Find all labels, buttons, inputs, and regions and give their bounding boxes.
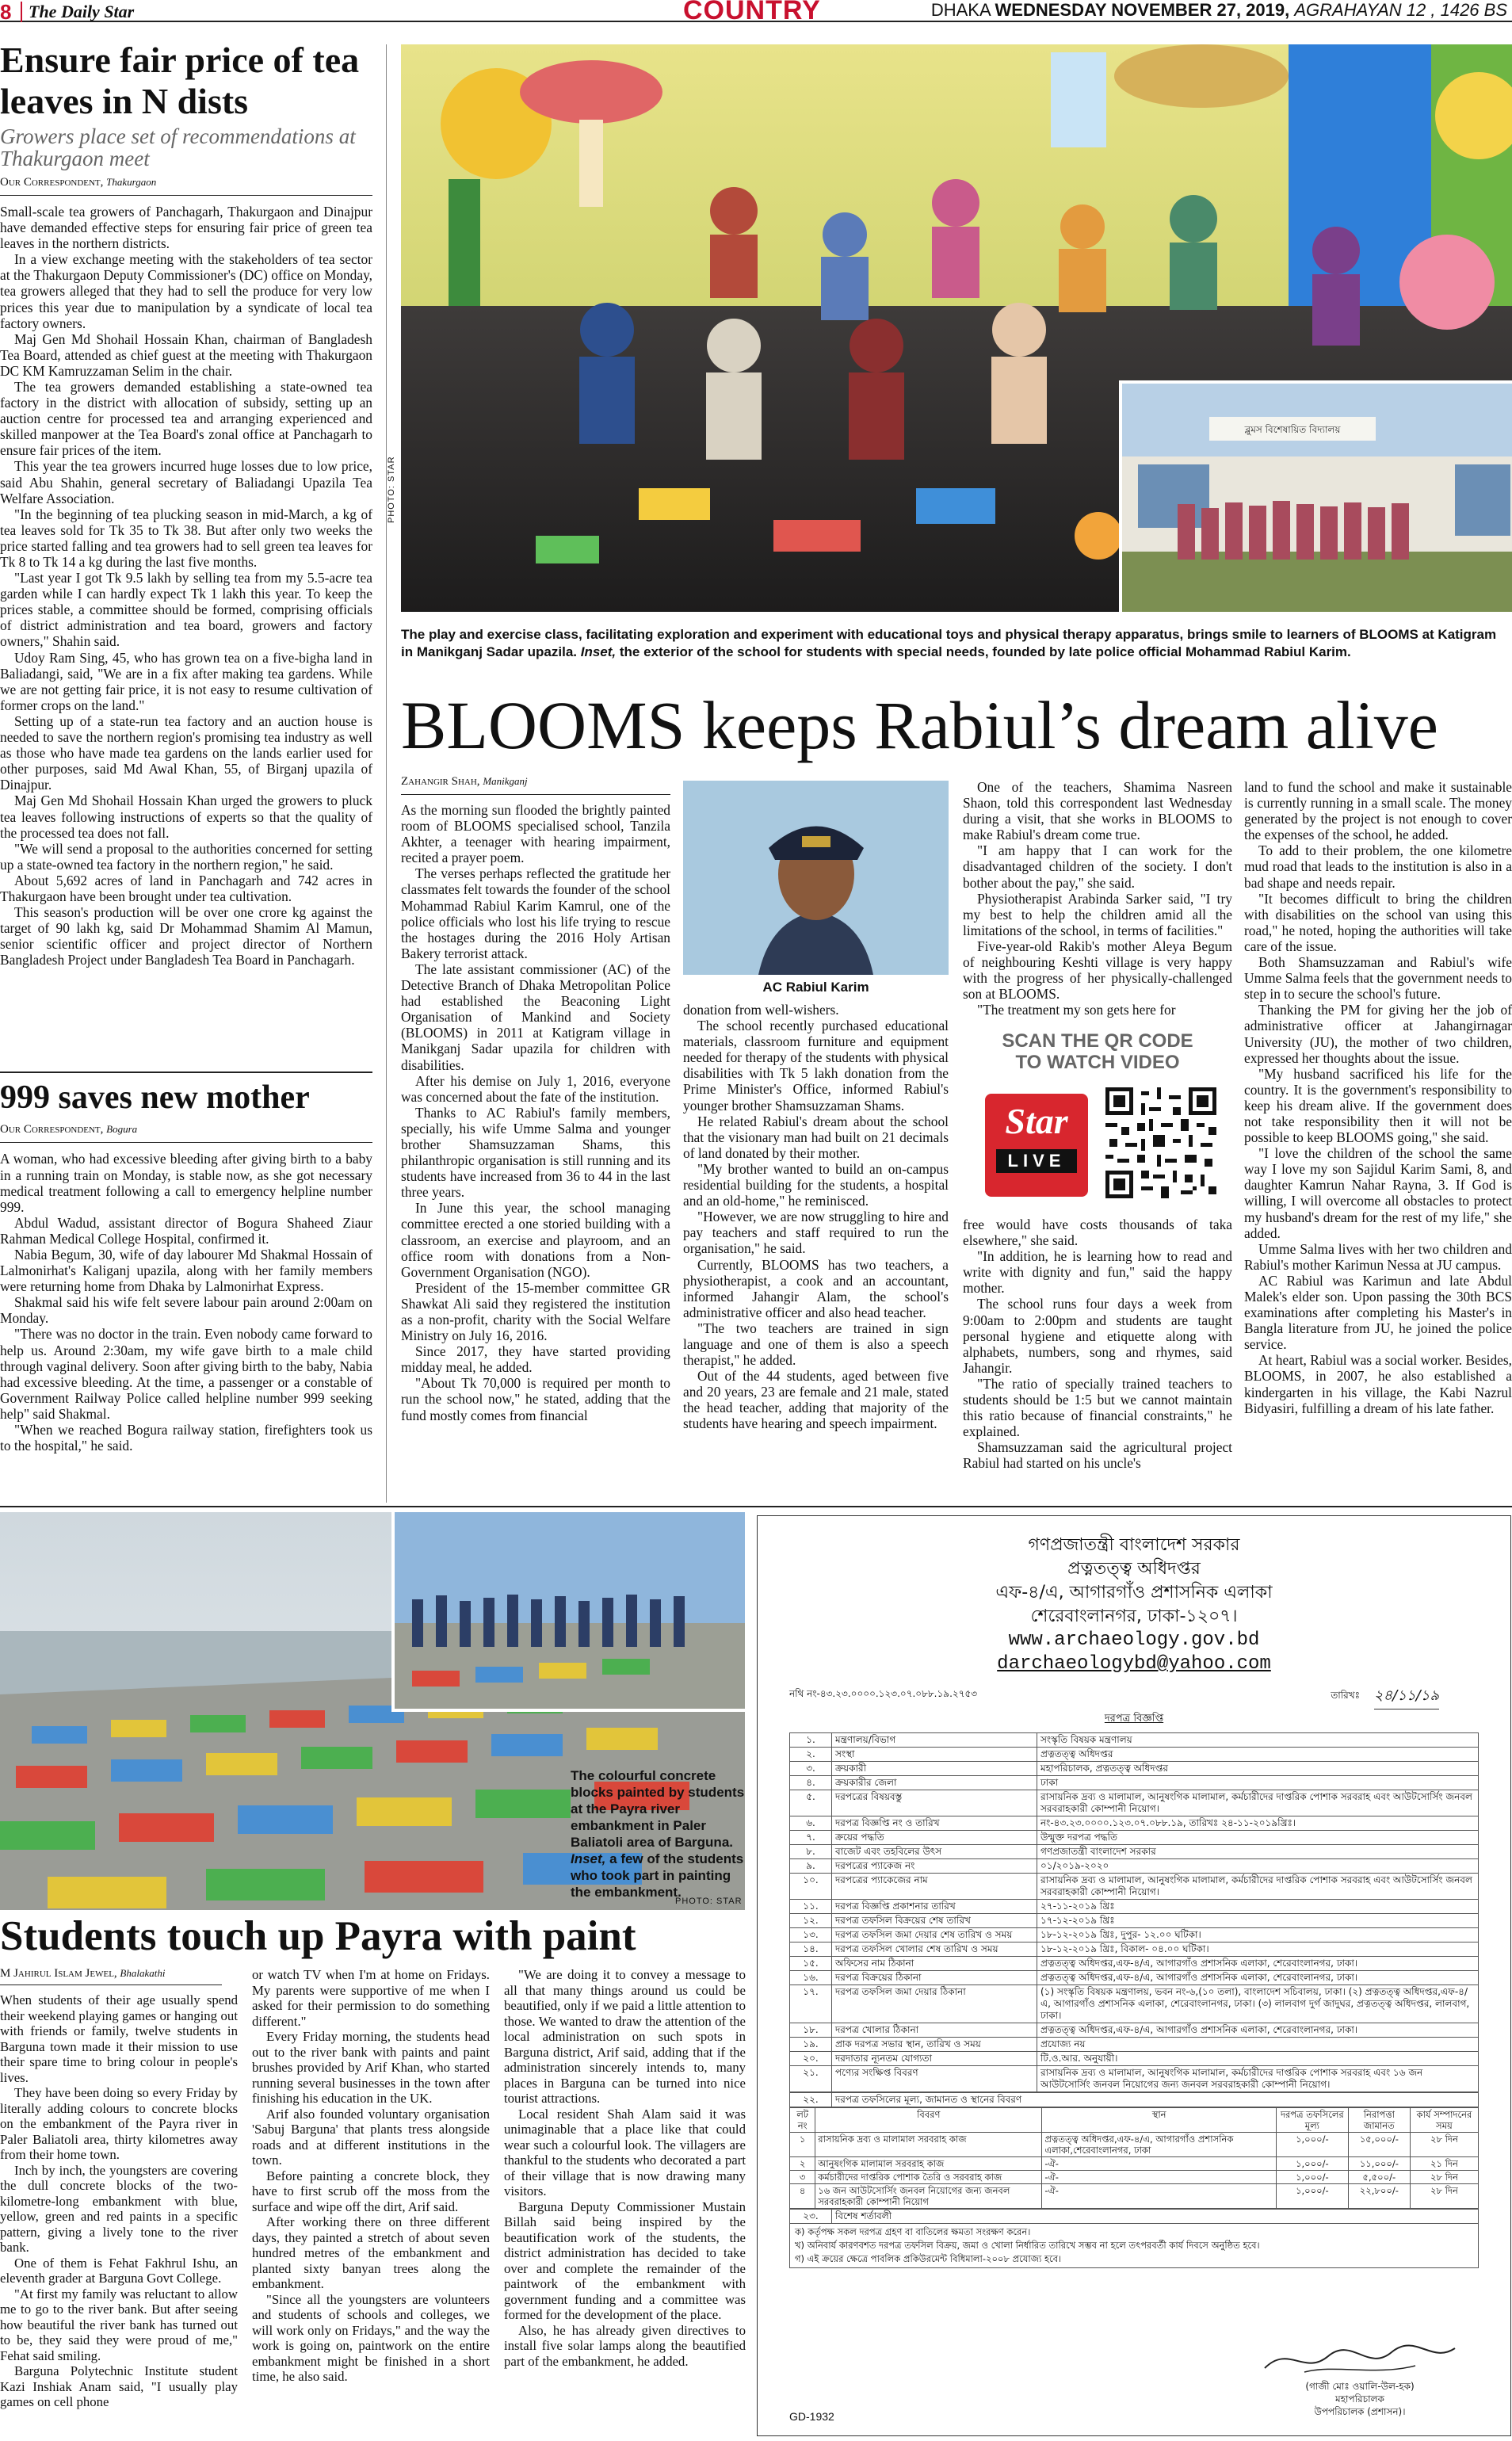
article-paragraph: Arif also founded voluntary organisation 'Sabuj Barguna' that plants tress alongside roads and at different institutions in the town. [252, 2106, 490, 2168]
notice-table-cell: রাসায়নিক দ্রব্য ও মালামাল, আনুষংগিক মালামাল, কর্মচারীদের দাপ্তরিক পোশাক সরবরাহ এবং ১৬ জন আউটসোর্সিং জনবল নিয়োগের জন্য জনবল সরবরাহকারী কোম্পানী নিয়োগ। [1037, 2066, 1479, 2092]
notice-table-cell: পণ্যের সংক্ষিপ্ত বিবরণ [832, 2066, 1037, 2092]
payra-caption-inset-text: a few of the students who took part in painting the embankment. [571, 1851, 744, 1900]
article-paragraph: "We will send a proposal to the authorities concerned for setting up a state-owned tea factory in the northern region," he said. [0, 840, 372, 873]
article-paragraph: Also, he has already given directives to install five solar lamps along the beautified part of the embankment, he added. [504, 2322, 746, 2369]
article-paragraph: "The treatment my son gets here for [977, 1002, 1176, 1018]
article-paragraph: Since 2017, they have started providing midday meal, he added. [401, 1343, 670, 1376]
notice-table-cell: ১৫. [790, 1957, 832, 1971]
article-paragraph: Thanks to AC Rabiul's family members, specially, his wife Umme Salma and younger brother Shamsuzzaman Shams, this philanthropic organisation is still running and its students have increased from 36 to 44 in the last three years. [401, 1104, 670, 1201]
notice-conditions [789, 2224, 1479, 2268]
notice-table-cell: ৪. [790, 1776, 832, 1790]
tea-byline-rule [0, 195, 372, 196]
notice-condition: খ) অনিবার্য কারণবশত দরপত্র তফসিল বিক্রয়, জমা ও খোলা নির্ধারিত তারিখে সম্ভব না হলে তৎপরবর্তী কার্য দিবসে অনুষ্ঠিত হবে। [795, 2240, 1260, 2251]
notice-fee-table [789, 2107, 1479, 2209]
notice-table-cell: ১৩. [790, 1928, 832, 1942]
fee-table-cell: ১,০০০/- [1276, 2133, 1348, 2157]
notice-table-cell: দরপত্র তফসিল খোলার শেষ তারিখ ও সময় [832, 1942, 1037, 1957]
fee-table-cell: ৪ [790, 2184, 815, 2209]
tea-end-rule [0, 1072, 372, 1073]
article-paragraph: When students of their age usually spend their weekend playing games or hanging out with friends or family, twelve students in Barguna town made it their mission to use their spare time to bring colour in people's lives. [0, 1992, 238, 2085]
notice-table-cell: ১৭-১২-২০১৯ খ্রিঃ [1037, 1914, 1479, 1928]
dateline-city: DHAKA [930, 0, 991, 20]
notice-date-label: তারিখঃ [1331, 1690, 1360, 1701]
blooms-col2 [683, 1002, 949, 1432]
blooms-caption-inset-text: the exterior of the school for students with special needs, founded by late police official Mohammad Rabiul Karim. [619, 644, 1351, 659]
blooms-photo-caption [401, 626, 1506, 661]
notice-table-wrap [789, 1732, 1479, 2268]
article-paragraph: Five-year-old Rakib's mother Aleya Begum of neighbouring Keshti village is very happy with the progress of her physically-challenged son at BLOOMS. [963, 938, 1232, 1003]
notice-table-cell: ২৭-১১-২০১৯ খ্রিঃ [1037, 1900, 1479, 1914]
notice-table-cell: অফিসের নাম ঠিকানা [832, 1957, 1037, 1971]
article-paragraph: After his demise on July 1, 2016, everyone was concerned about the fate of the institution. [401, 1072, 670, 1105]
notice-table-cell: দরপত্র তফসিল জমা দেয়ার শেষ তারিখ ও সময় [832, 1928, 1037, 1942]
article-paragraph: Shakmal said his wife felt severe labour pain around 2:00am on Monday. [0, 1294, 372, 1327]
notice-table-cell: সংস্থা [832, 1748, 1037, 1762]
notice-table-cell: দরপত্র তফসিল বিক্রয়ের শেষ তারিখ [832, 1914, 1037, 1928]
article-paragraph: President of the 15-member committee GR Shawkat Ali said they registered the institution as a non-profit, charity with the Social Welfare Ministry on July 16, 2016. [401, 1279, 670, 1344]
notice-address2: শেরেবাংলানগর, ঢাকা-১২০৭। [1030, 1606, 1238, 1626]
fee-table-cell: ৩ [790, 2171, 815, 2184]
notice-table-cell: টি.ও.আর. অনুযায়ী। [1037, 2052, 1479, 2066]
article-paragraph: "Since all the youngsters are volunteers and students of schools and colleges, we will work only on Fridays," and the way the work is going on, paintwork on the entire embankment might be finished in a short time, he also said. [252, 2291, 490, 2384]
notice-header [758, 1534, 1510, 1676]
article-paragraph: Barguna Polytechnic Institute student Kazi Inshiak Anam said, "I usually play games on cell phone [0, 2363, 238, 2409]
article-paragraph: "The ratio of specially trained teachers to students should be 1:5 but we cannot maintain this ratio because of financial constraints," he explained. [963, 1375, 1232, 1440]
inset-school-photo [1119, 380, 1512, 612]
notice-row23-label: বিশেষ শর্তাবলী [832, 2210, 1479, 2224]
article-paragraph: "The two teachers are trained in sign language and one of them is also a speech therapist," he added. [683, 1320, 949, 1369]
notice-table-cell: প্রাক দরপত্র সভার স্থান, তারিখ ও সময় [832, 2038, 1037, 2052]
mother-byline-rule [0, 1142, 372, 1143]
notice-table-cell: প্রযোজ্য নয় [1037, 2038, 1479, 2052]
notice-table-cell: ৫. [790, 1790, 832, 1816]
notice-table-cell: ঢাকা [1037, 1776, 1479, 1790]
blooms-col3 [963, 779, 1232, 1018]
notice-row22-label: দরপত্র তফসিলের মূল্য, জামানত ও স্থানের বিবরণ [832, 2093, 1479, 2107]
notice-signatory [1257, 2380, 1463, 2418]
article-paragraph: This year the tea growers incurred huge losses due to low price, said Abu Shahin, general secretary of Baliadangi Upazila Tea Welfare Association. [0, 458, 372, 506]
blooms-col3b [963, 1217, 1232, 1472]
notice-table-row [790, 1790, 1479, 1816]
notice-table-row [790, 1957, 1479, 1971]
article-paragraph: In a view exchange meeting with the stakeholders of tea sector at the Thakurgaon Deputy Commissioner's (DC) office on Monday, tea growers alleged that they had to sell the produce for very low prices this year due to manipulation by a syndicate of local tea factory owners. [0, 251, 372, 331]
notice-table-row [790, 1733, 1479, 1748]
payra-byline-name: M Jahirul Islam Jewel, [0, 1967, 117, 1980]
notice-row23-num: ২৩. [790, 2210, 832, 2224]
article-paragraph: In June this year, the school managing committee erected a one storied building with a classroom, an exercise and playroom, and an office room with donations from a Non-Government Organisation (NGO). [401, 1200, 670, 1280]
article-paragraph: "Last year I got Tk 9.5 lakh by selling tea from my 5.5-acre tea garden while I can hardly expect Tk 1 lakh this year. To keep the prices stable, a committee should be formed, comprising officials of district administration and tea board, growers and factory owners," Shahin said. [0, 570, 372, 650]
article-paragraph: Barguna Deputy Commissioner Mustain Billah said being inspired by the beautification work of the students, the district administration has decided to take over and complete the remainder of the paintwork of the embankment with government funding and a committee was formed for the development of the place. [504, 2198, 746, 2322]
article-paragraph: Every Friday morning, the students head out to the river bank with paints and paint brushes provided by Arif Khan, who started running several businesses in the town after finishing his education in the UK. [252, 2029, 490, 2106]
payra-col2 [252, 1967, 490, 2385]
article-paragraph: Umme Salma lives with her two children and Rabiul's mother Karimun Nessa at JU campus. [1244, 1240, 1512, 1273]
notice-table-cell: রাসায়নিক দ্রব্য ও মালামাল, আনুষংগিক মালামাল, কর্মচারীদের দাপ্তরিক পোশাক সরবরাহ এবং আউটসোর্সিং জনবল সরবরাহকারী কোম্পানী নিয়োগ। [1037, 1790, 1479, 1816]
fee-table-cell: ১ [790, 2133, 815, 2157]
blooms-byline-place: Manikganj [483, 775, 528, 787]
article-paragraph: As the morning sun flooded the brightly painted room of BLOOMS specialised school, Tanzila Akhter, a teenager with hearing impairment, recited a prayer poem. [401, 802, 670, 866]
notice-table-cell: ক্রয়ের পদ্ধতি [832, 1831, 1037, 1845]
article-paragraph: "In the beginning of tea plucking season in mid-March, a kg of tea leaves sold for Tk 35 to Tk 38. But after only two weeks the price started falling and tea growers had to sell green tea leaves for Tk 8 to Tk 14 a kg during the last five months. [0, 506, 372, 570]
article-paragraph: "My brother wanted to build an on-campus residential building for the students, a hospital and an old-home," he reminisced. [683, 1160, 949, 1209]
blooms-col4 [1244, 779, 1512, 1416]
fee-table-cell: ১,০০০/- [1276, 2157, 1348, 2171]
notice-table-cell: ১০. [790, 1874, 832, 1900]
blooms-headline[interactable]: BLOOMS keeps Rabiul’s dream alive [401, 687, 1438, 763]
article-paragraph: The tea growers demanded establishing a state-owned tea factory in the district with allocation of subsidy, setting up an auction centre for processed tea and arranging experienced and skilled manpower at the Tea Board's zonal office at Panchagarh to ensure fair prices of the item. [0, 378, 372, 459]
tea-body [0, 204, 372, 968]
fee-table-row [790, 2133, 1479, 2157]
article-paragraph: Abdul Wadud, assistant director of Bogura Shaheed Ziaur Rahman Medical College Hospital, confirmed it. [0, 1214, 372, 1247]
article-paragraph: Before painting a concrete block, they have to first scrub off the moss from the surface and wipe off the dirt, Arif said. [252, 2168, 490, 2214]
live-logo-text: LIVE [996, 1149, 1077, 1173]
tea-headline[interactable]: Ensure fair price of tea leaves in N dists [0, 40, 360, 121]
fee-table-row [790, 2184, 1479, 2209]
page-number: 8 [0, 0, 12, 24]
fee-table-cell: ২১ দিন [1410, 2157, 1478, 2171]
article-paragraph: The school runs four days a week from 9:00am to 2:00pm and students are taught personal hygiene and etiquette along with alphabets, numbers, song and rhymes, said Jahangir. [963, 1296, 1232, 1376]
article-paragraph: Physiotherapist Arabinda Sarker said, "I try my best to help the children amid all the limitations of the school, in terms of facilities." [963, 890, 1232, 938]
notice-memo-row [789, 1684, 1479, 1711]
fee-table-header-cell: নিরাপত্তা জামানত [1348, 2108, 1410, 2133]
notice-row22 [789, 2092, 1479, 2107]
notice-table [789, 1732, 1479, 2092]
mother-story [0, 1079, 372, 1454]
article-paragraph: land to fund the school and make it sustainable is currently running in a small scale. The money generated by the project is not enough to cover the expenses of the school, he added. [1244, 779, 1512, 843]
article-paragraph: The school recently purchased educational materials, classroom furniture and equipment needed for therapy of the students with physical disabilities with Tk 5 lakh donation from the Prime Minister's Office, informed Rabiul's younger brother Shamsuzzaman Shams. [683, 1018, 949, 1114]
notice-table-cell: দরপত্র তফসিল জমা দেয়ার ঠিকানা [832, 1985, 1037, 2023]
article-paragraph: At heart, Rabiul was a social worker. Besides, BLOOMS, in 2007, he also established a kindergarten in his village, the Kabi Nazrul Bidyasiri, fulfilling a dream of his late father. [1244, 1352, 1512, 1416]
fee-table-cell: -ঐ- [1042, 2171, 1277, 2184]
fee-table-cell: ২৮ দিন [1410, 2133, 1478, 2157]
notice-table-row [790, 1985, 1479, 2023]
notice-table-cell: সংস্কৃতি বিষয়ক মন্ত্রণালয় [1037, 1733, 1479, 1748]
article-paragraph: One of them is Fehat Fakhrul Ishu, an eleventh grader at Barguna Govt College. [0, 2255, 238, 2286]
notice-table-cell: প্রত্নতত্ত্ব অধিদপ্তর [1037, 1748, 1479, 1762]
notice-table-cell: প্রত্নতত্ত্ব অধিদপ্তর,এফ-৪/এ, আগারগাঁও প্রশাসনিক এলাকা, শেরেবাংলানগর, ঢাকা। [1037, 1957, 1479, 1971]
notice-address1: এফ-৪/এ, আগারগাঁও প্রশাসনিক এলাকা [995, 1583, 1273, 1603]
notice-table-cell: দরপত্র বিক্রয়ের ঠিকানা [832, 1971, 1037, 1985]
article-paragraph: Udoy Ram Sing, 45, who has grown tea on a five-bigha land in Baliadangi, said, "We are in a fix after making tea gardens. While we are not getting fair price, it is not easy to resume cultivation of former crops on the land." [0, 649, 372, 713]
notice-ad-code: GD-1932 [789, 2410, 834, 2423]
notice-dept: প্রত্নতত্ত্ব অধিদপ্তর [1067, 1559, 1201, 1579]
fee-table-row [790, 2157, 1479, 2171]
column-divider [386, 44, 387, 1503]
payra-col1 [0, 1992, 238, 2410]
tea-byline [0, 176, 372, 189]
notice-table-row [790, 1776, 1479, 1790]
article-paragraph: "It becomes difficult to bring the children with disabilities on the school van using this road," he noted, hoping the authorities will take care of the issue. [1244, 890, 1512, 954]
notice-table-cell: ১৮-১২-২০১৯ খ্রিঃ, দুপুর- ১২.০০ ঘটিকা। [1037, 1928, 1479, 1942]
signatory-name: (গাজী মোঃ ওয়ালি-উল-হক) [1305, 2381, 1415, 2392]
fee-table-header-cell: দরপত্র তফসিলের মূল্য [1276, 2108, 1348, 2133]
blooms-main-photo [401, 44, 1512, 612]
article-paragraph: "In addition, he is learning how to read and write with dignity and fun," said the happy mother. [963, 1248, 1232, 1297]
star-live-logo [985, 1094, 1088, 1197]
fee-table-header-cell: স্থান [1042, 2108, 1277, 2133]
fee-table-cell: -ঐ- [1042, 2157, 1277, 2171]
folio-bar [0, 0, 1512, 25]
qr-promo-text [963, 1030, 1232, 1073]
fee-table-cell: ১১,০০০/- [1348, 2157, 1410, 2171]
paper-name: The Daily Star [21, 2, 134, 22]
article-paragraph: Maj Gen Md Shohail Hossain Khan urged the growers to pluck tea leaves following instructions of experts so that the quality of the processed tea does not fall. [0, 793, 372, 841]
notice-table-cell: দরপত্রের বিষয়বস্তু [832, 1790, 1037, 1816]
notice-website-link[interactable]: www.archaeology.gov.bd [1008, 1629, 1260, 1651]
blooms-caption-inset-label: Inset, [580, 644, 617, 659]
notice-table-row [790, 2023, 1479, 2038]
notice-condition: ক) কর্তৃপক্ষ সকল দরপত্র গ্রহণ বা বাতিলের ক্ষমতা সংরক্ষণ করেন। [795, 2226, 1031, 2237]
portrait-caption: AC Rabiul Karim [762, 980, 869, 995]
inset-students-photo [391, 1512, 745, 1712]
fee-table-cell: ২৮ দিন [1410, 2171, 1478, 2184]
article-paragraph: After working there on three different days, they painted a stretch of about seven hundred metres of the embankment and planted sixty banyan trees along the embankment. [252, 2214, 490, 2291]
notice-table-row [790, 1748, 1479, 1762]
notice-table-cell: ১৪. [790, 1942, 832, 1957]
notice-table-cell: দরপত্র বিজ্ঞপ্তি প্রকাশনার তারিখ [832, 1900, 1037, 1914]
notice-table-cell: নং-৪৩.২৩.০০০০.১২৩.০৭.০৮৮.১৯, তারিখঃ ২৪-১১-২০১৯খ্রিঃ। [1037, 1816, 1479, 1831]
notice-table-cell: প্রত্নতত্ত্ব অধিদপ্তর,এফ-৪/এ, আগারগাঁও প্রশাসনিক এলাকা, শেরেবাংলানগর, ঢাকা। [1037, 1971, 1479, 1985]
notice-table-cell: দরপত্র খোলার ঠিকানা [832, 2023, 1037, 2038]
notice-table-cell: দরপত্রের প্যাকেজের নাম [832, 1874, 1037, 1900]
notice-table-cell: ০১/২০১৯-২০২০ [1037, 1859, 1479, 1874]
payra-caption-inset-label: Inset, [571, 1851, 606, 1866]
notice-table-row [790, 2066, 1479, 2092]
fee-table-header [790, 2108, 1479, 2133]
notice-table-row [790, 1859, 1479, 1874]
notice-table-cell: ১৮-১২-২০১৯ খ্রিঃ, বিকাল- ০৪.০০ ঘটিকা। [1037, 1942, 1479, 1957]
notice-table-cell: ২১. [790, 2066, 832, 2092]
fee-table-cell: প্রত্নতত্ত্ব অধিদপ্তর,এফ-৪/এ, আগারগাঁও প্রশাসনিক এলাকা,শেরেবাংলানগর, ঢাকা [1042, 2133, 1277, 2157]
notice-table-cell: ১৮. [790, 2023, 832, 2038]
notice-table-cell: প্রত্নতত্ত্ব অধিদপ্তর,এফ-৪/এ, আগারগাঁও প্রশাসনিক এলাকা, শেরেবাংলানগর, ঢাকা। [1037, 2023, 1479, 2038]
payra-byline-place: Bhalakathi [120, 1967, 166, 1979]
fee-table-header-cell: কার্য সম্পাদনের সময় [1410, 2108, 1478, 2133]
article-paragraph: "I love the children of the school the same way I love my son Sajidul Karim Sami, 8, and daughter Kamrun Nahar Rayna, 3. If God is willing, I will overcome all obstacles to protect my husband's dream for the rest of my life," she added. [1244, 1145, 1512, 1241]
notice-table-cell: ১৯. [790, 2038, 832, 2052]
tea-story [0, 40, 372, 968]
mother-byline-place: Bogura [106, 1123, 138, 1136]
fee-table-cell: ৫,৫০০/- [1348, 2171, 1410, 2184]
article-paragraph: or watch TV when I'm at home on Fridays. My parents were supportive of me when I asked for their permission to do something different." [252, 1967, 490, 2029]
article-paragraph: "My husband sacrificed his life for the country. It is the government's responsibility to keep his dream alive. If the government does not take responsibility then it will not be possible to keep BLOOMS going," she said. [1244, 1065, 1512, 1146]
fee-table-cell: -ঐ- [1042, 2184, 1277, 2209]
mother-headline[interactable]: 999 saves new mother [0, 1079, 310, 1116]
fee-table-header-cell: বিবরণ [815, 2108, 1042, 2133]
fee-table-cell: কর্মচারীদের দাপ্তরিক পোশাক তৈরি ও সরবরাহ কাজ [815, 2171, 1042, 2184]
qr-line2: TO WATCH VIDEO [1015, 1052, 1180, 1073]
article-paragraph: Inch by inch, the youngsters are covering the dull concrete blocks of the two-kilometre-long embankment with blue, yellow, green and red paints in a specific pattern, giving a lively tone to the river bank. [0, 2162, 238, 2255]
section-title: COUNTRY [683, 0, 821, 25]
article-paragraph: "About Tk 70,000 is required per month to run the school now," he stated, adding that the fund mostly comes from financial [401, 1375, 670, 1423]
classroom-photo-illustration [401, 44, 1512, 612]
notice-table-cell: দরপত্রের প্যাকেজ নং [832, 1859, 1037, 1874]
article-paragraph: "At first my family was reluctant to allow me to go to the river bank. But after seeing how beautiful the river bank has turned out to be, they said they were proud of me," Fehat said smiling. [0, 2286, 238, 2363]
payra-byline [0, 1967, 222, 1981]
notice-table-cell: ৩. [790, 1762, 832, 1776]
notice-table-cell: ৭. [790, 1831, 832, 1845]
article-paragraph: Out of the 44 students, aged between five and 20 years, 23 are female and 21 male, stated the head teacher, adding that majority of the students have hearing and speech impairment. [683, 1368, 949, 1432]
notice-table-cell: ১৭. [790, 1985, 832, 2023]
notice-table-cell: ১২. [790, 1914, 832, 1928]
article-paragraph: "When we reached Bogura railway station, firefighters took us to the hospital," he said. [0, 1422, 372, 1454]
fee-table-cell: ২ [790, 2157, 815, 2171]
fee-table-row [790, 2171, 1479, 2184]
dateline [931, 0, 1507, 21]
notice-table-cell: মন্ত্রণালয়/বিভাগ [832, 1733, 1037, 1748]
signatory-title1: মহাপরিচালক [1335, 2393, 1384, 2405]
notice-table-row [790, 1900, 1479, 1914]
notice-table-cell: ১৬. [790, 1971, 832, 1985]
notice-table-cell: দরপত্র বিজ্ঞপ্তি নং ও তারিখ [832, 1816, 1037, 1831]
portrait-photo [683, 781, 949, 975]
tender-notice-ad [757, 1515, 1511, 2436]
article-paragraph: He related Rabiul's dream about the school that the visionary man had built on 21 decimals of land donated by their mother. [683, 1113, 949, 1161]
mother-byline [0, 1123, 372, 1136]
article-paragraph: To add to their problem, the one kilometre mud road that leads to the institution is also in a bad shape and needs repair. [1244, 842, 1512, 891]
blooms-col1 [401, 802, 670, 1423]
tea-byline-place: Thakurgaon [106, 175, 157, 188]
notice-table-cell: ১১. [790, 1900, 832, 1914]
article-paragraph: Both Shamsuzzaman and Rabiul's wife Umme Salma feels that the government needs to step in to secure the school's future. [1244, 954, 1512, 1003]
notice-table-cell: ১. [790, 1733, 832, 1748]
article-paragraph: Setting up of a state-run tea factory and an auction house is needed to save the northern region's promising tea industry as well as those who have made tea gardens on the lands earlier used for other purposes, said Md Awal Khan, 55, of Birganj upazila of Dinajpur. [0, 712, 372, 793]
article-paragraph: The late assistant commissioner (AC) of the Detective Branch of Dhaka Metropolitan Police had established the Beaconing Light Organisation of Mankind and Society (BLOOMS) in 2011 at Katigram village in Manikganj Sadar upazila for children with disabilities. [401, 961, 670, 1073]
fee-table-cell: ২৮ দিন [1410, 2184, 1478, 2209]
notice-title: দরপত্র বিজ্ঞপ্তি [1104, 1713, 1164, 1725]
qr-line1: SCAN THE QR CODE [1002, 1030, 1193, 1052]
tea-byline-name: Our Correspondent, [0, 175, 104, 189]
blooms-byline [401, 775, 670, 789]
payra-photo-caption [571, 1767, 749, 1900]
blooms-byline-rule [401, 794, 670, 795]
notice-table-row [790, 1942, 1479, 1957]
notice-table-row [790, 1914, 1479, 1928]
article-paragraph: "There was no doctor in the train. Even nobody came forward to help us. Around 2:30am, my wife gave birth to a male child through vaginal delivery. Soon after giving birth to the baby, Nabia had excessive bleeding. At the time, a passenger or a constable of Government Railway Police called helpline number 999 seeking help" said Shakmal. [0, 1326, 372, 1422]
notice-table-cell: (১) সংস্কৃতি বিষয়ক মন্ত্রণালয়, ভবন নং-৬,(১০ তলা), বাংলাদেশ সচিবালয়, ঢাকা। (২) প্রত্নতত্ত্ব অধিদপ্তর,এফ-৪/এ, আগারগাঁও প্রশাসনিক এলাকা, শেরেবাংলানগর, ঢাকা। (৩) লালবাগ দুর্গ জাদুঘর, প্রত্নতত্ত্ব অধিদপ্তর, লালবাগ, ঢাকা। [1037, 1985, 1479, 2023]
notice-table-cell: মহাপরিচালক, প্রত্নতত্ত্ব অধিদপ্তর [1037, 1762, 1479, 1776]
fee-table-cell: ১৫,০০০/- [1348, 2133, 1410, 2157]
notice-memo-number: নথি নং-৪৩.২৩.০০০০.১২৩.০৭.০৮৮.১৯.২৭৫৩ [789, 1688, 978, 1699]
article-paragraph: They have been doing so every Friday by literally adding colours to concrete blocks on the embankment of the Payra river in Paler Baliatoli area, thirty kilometres away from their home town. [0, 2085, 238, 2162]
fee-table-cell: ১,০০০/- [1276, 2171, 1348, 2184]
article-paragraph: free would have costs thousands of taka elsewhere," she said. [963, 1217, 1232, 1249]
fee-table-cell: রাসায়নিক দ্রব্য ও মালামাল সরবরাহ কাজ [815, 2133, 1042, 2157]
article-paragraph: This season's production will be over one crore kg against the target of 90 lakh kg, said Dr Mohammad Shamim Al Mamun, senior scientific officer and project director of Northern Bangladesh Project under Bangladesh Tea Board in Panchagarh. [0, 904, 372, 968]
payra-headline[interactable]: Students touch up Payra with paint [0, 1913, 636, 1959]
article-paragraph: Nabia Begum, 30, wife of day labourer Md Shakmal Hossain of Lalmonirhat's Kaliganj upazila, along with her family members were returning home from Dhaka by Lalmonirhat Express. [0, 1247, 372, 1295]
payra-col3 [504, 1967, 746, 2369]
notice-table-row [790, 2052, 1479, 2066]
article-paragraph: Currently, BLOOMS has two teachers, a physiotherapist, a cook and an accountant, informed Jahangir Alam, the school's administrative officer and also head teacher. [683, 1256, 949, 1320]
mother-byline-name: Our Correspondent, [0, 1123, 104, 1136]
fee-table-cell: ১,০০০/- [1276, 2184, 1348, 2209]
notice-table-row [790, 1874, 1479, 1900]
notice-table-row [790, 1816, 1479, 1831]
article-paragraph: About 5,692 acres of land in Panchagarh and 742 acres in Thakurgaon have been brought under tea cultivation. [0, 872, 372, 904]
dateline-date: WEDNESDAY NOVEMBER 27, 2019, [995, 0, 1290, 20]
fee-table-header-cell: লট নং [790, 2108, 815, 2133]
article-paragraph: Thanking the PM for giving her the job of administrative officer at Jahangirnagar University (JU), the mother of two children, expressed her thoughts about the issue. [1244, 1002, 1512, 1066]
notice-table-cell: বাজেট এবং তহবিলের উৎস [832, 1845, 1037, 1859]
signature-scrawl [1257, 2340, 1463, 2380]
notice-table-row [790, 1971, 1479, 1985]
blooms-byline-name: Zahangir Shah, [401, 775, 480, 788]
notice-table-cell: রাসায়নিক দ্রব্য ও মালামাল, আনুষংগিক মালামাল, কর্মচারীদের দাপ্তরিক পোশাক সরবরাহ এবং আউটসোর্সিং জনবল সরবরাহকারী কোম্পানী নিয়োগ। [1037, 1874, 1479, 1900]
inset-sign-text: ব্লুমস বিশেষায়িত বিদ্যালয় [1244, 424, 1341, 435]
dateline-bangla: AGRAHAYAN 12 , 1426 BS [1294, 0, 1507, 20]
notice-table-row [790, 1845, 1479, 1859]
notice-govt: গণপ্রজাতন্ত্রী বাংলাদেশ সরকার [1028, 1535, 1240, 1555]
section-rule [0, 1506, 1512, 1507]
notice-table-row [790, 1928, 1479, 1942]
notice-table-cell: ৯. [790, 1859, 832, 1874]
notice-condition: গ) এই ক্রয়ের ক্ষেত্রে পাবলিক প্রকিউরমেন্ট বিধিমালা-২০০৮ প্রযোজ্য হবে। [795, 2253, 1062, 2264]
fee-table-cell: ১৬ জন আউটসোর্সিং জনবল নিয়োগের জন্য জনবল সরবরাহকারী কোম্পানী নিয়োগ [815, 2184, 1042, 2209]
notice-table-cell: গণপ্রজাতন্ত্রী বাংলাদেশ সরকার [1037, 1845, 1479, 1859]
notice-table-row [790, 1762, 1479, 1776]
notice-table-cell: ২০. [790, 2052, 832, 2066]
article-paragraph: One of the teachers, Shamima Nasreen Shaon, told this correspondent last Wednesday during a visit, that she works in BLOOMS to make Rabiul's dream come true. [963, 779, 1232, 843]
notice-table-cell: ২. [790, 1748, 832, 1762]
article-paragraph: "I am happy that I can work for the disadvantaged children of the society. I don't bother about the pay," she said. [963, 842, 1232, 891]
article-paragraph: "However, we are now struggling to hire and pay teachers and staff required to run the organisation," he said. [683, 1209, 949, 1257]
notice-table-row [790, 2038, 1479, 2052]
blooms-photo-credit: PHOTO: STAR [387, 456, 396, 523]
notice-email-link[interactable]: darchaeologybd@yahoo.com [997, 1653, 1271, 1675]
blooms-caption-main: The play and exercise class, facilitating exploration and experiment with educational toys and physical therapy apparatus, brings smile to learners of BLOOMS at Katigram in Manikganj Sadar upazila. [401, 627, 1497, 659]
notice-table-cell: ক্রয়কারীর জেলা [832, 1776, 1037, 1790]
article-paragraph: AC Rabiul was Karimun and late Abdul Malek's elder son. Upon passing the 30th BCS examinations after completing his Master's in Bangla literature from JU, he joined the police service. [1244, 1272, 1512, 1353]
fee-table-cell: আনুষংগিক মালামাল সরবরাহ কাজ [815, 2157, 1042, 2171]
article-paragraph: Maj Gen Md Shohail Hossain Khan, chairman of Bangladesh Tea Board, attended as chief guest at the meeting with Thakurgaon DC KM Kamruzzaman Selim in the chair. [0, 330, 372, 379]
notice-table-cell: দরদাতার ন্যূনতম যোগ্যতা [832, 2052, 1037, 2066]
article-paragraph: "We are doing it to convey a message to all that many things around us could be beautified, only if we paid a little attention to those. We wanted to draw the attention of the local administration on such spots in Barguna district, Arif said, adding that if the administration sincerely intends to, many places in Barguna can be turned into nice tourist attractions. [504, 1967, 746, 2106]
qr-promo[interactable] [963, 1030, 1232, 1209]
fee-table-cell: ২২,৮০০/- [1348, 2184, 1410, 2209]
article-paragraph: Small-scale tea growers of Panchagarh, Thakurgaon and Dinajpur have demanded effective steps for ensuring fair price of green tea leaves in the northern districts. [0, 203, 372, 252]
payra-photo-credit: PHOTO: STAR [675, 1897, 743, 1906]
portrait-illustration [683, 781, 949, 975]
payra-caption-main: The colourful concrete blocks painted by students at the Payra river embankment in Paler Baliatoli area of Barguna. [571, 1768, 745, 1850]
notice-row22-num: ২২. [790, 2093, 832, 2107]
article-paragraph: A woman, who had excessive bleeding after giving birth to a baby in a running train on Monday, is stable now, as she got necessary medical treatment following a call to emergency helpline number 999. [0, 1151, 372, 1215]
notice-table-row [790, 1831, 1479, 1845]
notice-table-cell: উন্মুক্ত দরপত্র পদ্ধতি [1037, 1831, 1479, 1845]
qr-code-icon[interactable] [1105, 1087, 1216, 1198]
tea-deck: Growers place set of recommendations at Thakurgaon meet [0, 124, 356, 170]
article-paragraph: Shamsuzzaman said the agricultural project Rabiul had started on his uncle's [963, 1439, 1232, 1472]
notice-table-cell: ৬. [790, 1816, 832, 1831]
star-logo-text: Star [1005, 1101, 1068, 1141]
notice-table-cell: ৮. [790, 1845, 832, 1859]
notice-table-cell: ক্রয়কারী [832, 1762, 1037, 1776]
notice-row23 [789, 2209, 1479, 2224]
article-paragraph: Local resident Shah Alam said it was unimaginable that a place like that could wear such a colourful look. The villagers are thankful to the students who decorated a part of their village that is now drawing many visitors. [504, 2106, 746, 2198]
signatory-title2: উপপরিচালক (প্রশাসন)। [1314, 2406, 1406, 2417]
mother-body [0, 1151, 372, 1454]
notice-date: ২৪/১১/১৯ [1374, 1684, 1439, 1709]
article-paragraph: donation from well-wishers. [683, 1002, 839, 1018]
article-paragraph: The verses perhaps reflected the gratitude her classmates felt towards the founder of the school Mohammad Rabiul Karim Kamrul, one of the police officials who lost his life trying to rescue the hostages during the 2016 Holy Artisan Bakery terrorist attack. [401, 865, 670, 961]
